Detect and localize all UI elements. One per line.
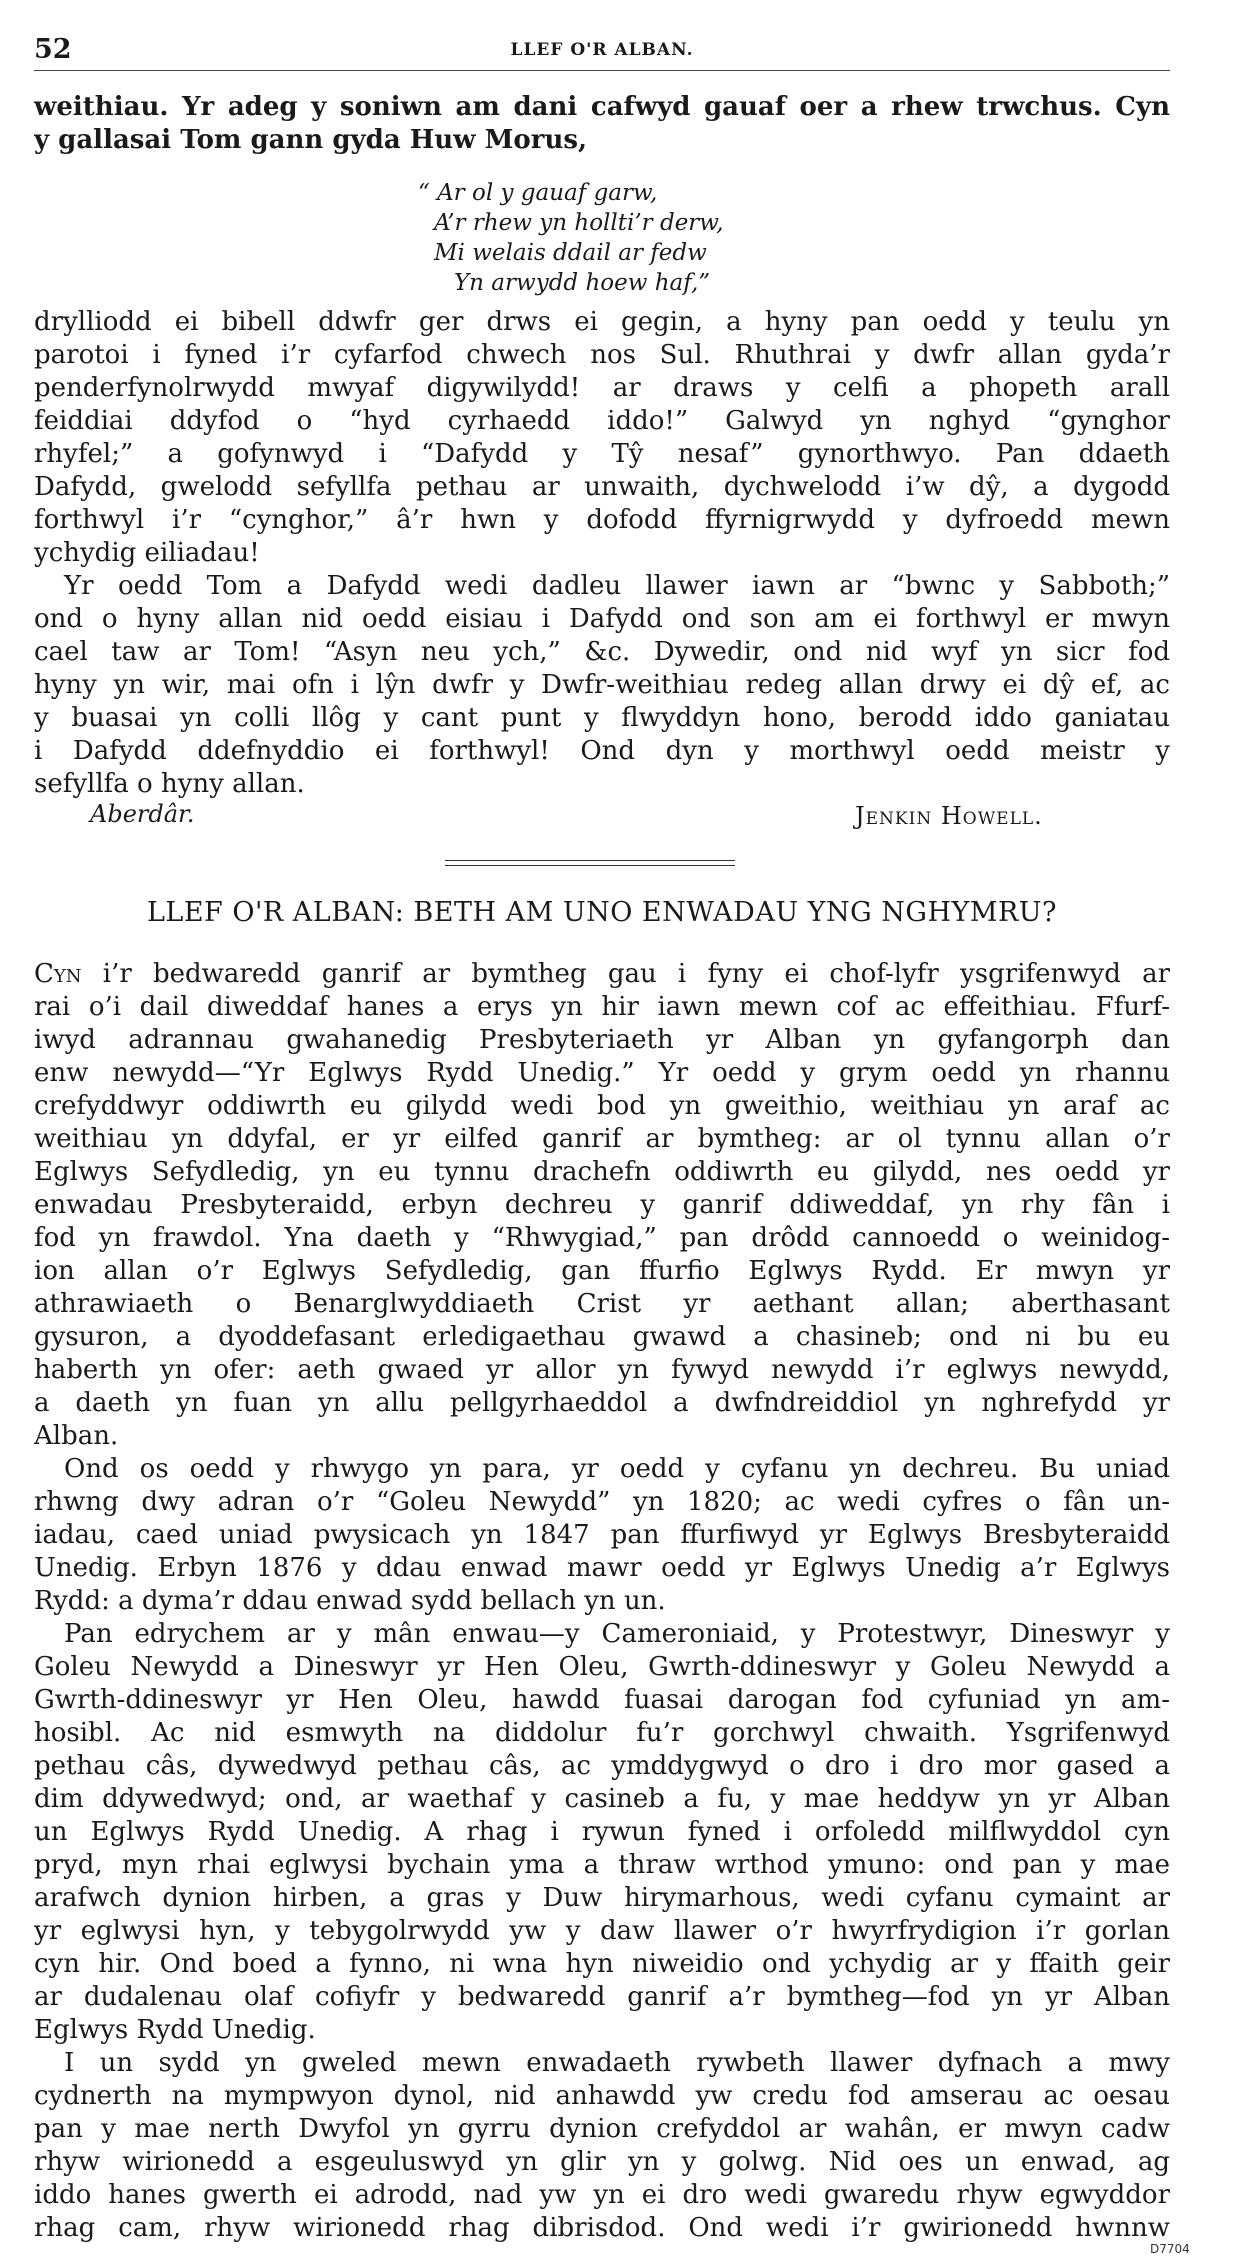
text-line: Rydd: a dyma’r ddau enwad sydd bellach yn un.: [34, 1586, 666, 1616]
text-line: hyny yn wir, mai ofn i lŷn dwfr y Dwfr-weithiau redeg allan drwy ei dŷ ef, ac: [34, 670, 1170, 700]
text-line: forthwyl i’r “cynghor,” â’r hwn y dofodd ffyrnigrwydd y dyfroedd mewn: [34, 505, 1170, 535]
text-line: rhag cam, rhyw wirionedd rhag dibrisdod. Ond wedi i’r gwirionedd hwnnw: [34, 2213, 1170, 2243]
text-line: iwyd adrannau gwahanedig Presbyteriaeth yr Alban yn gyfangorph dan: [34, 1025, 1170, 1055]
text-line: rhyw wirionedd a esgeuluswyd yn glir yn y golwg. Nid oes un enwad, ag: [34, 2147, 1170, 2177]
text-line: weithiau. Yr adeg y soniwn am dani cafwyd gauaf oer a rhew trwchus. Cyn: [34, 92, 1170, 122]
text-line: cyn hir. Ond boed a fynno, ni wna hyn niweidio ond ychydig ar y ffaith geir: [34, 1949, 1170, 1979]
text-line: feiddiai ddyfod o “hyd cyrhaedd iddo!” Galwyd yn nghyd “gynghor: [34, 406, 1170, 436]
text-line: y gallasai Tom gann gyda Huw Morus,: [34, 125, 588, 155]
poem-line: Yn arwydd hoew haf,”: [454, 270, 711, 296]
text-line: parotoi i fyned i’r cyfarfod chwech nos Sul. Rhuthrai y dwfr allan gyda’r: [34, 340, 1170, 370]
section1-top-text: [34, 91, 1170, 157]
section1-body: [34, 306, 1170, 801]
text-line: Eglwys Sefydledig, yn eu tynnu drachefn oddiwrth eu gilydd, nes oedd yr: [34, 1157, 1170, 1187]
text-line: pan y mae nerth Dwyfol yn gyrru dynion crefyddol ar wahân, er mwyn cadw: [34, 2114, 1170, 2144]
text-line: hosibl. Ac nid esmwyth na diddolur fu’r gorchwyl chwaith. Ysgrifenwyd: [34, 1718, 1170, 1748]
signature-author: Jenkin Howell.: [855, 802, 1043, 830]
text-line: Goleu Newydd a Dineswyr yr Hen Oleu, Gwrth-ddineswyr y Goleu Newydd a: [34, 1652, 1170, 1682]
poem-quote: [418, 178, 938, 298]
text-line: un Eglwys Rydd Unedig. A rhag i rywun fyned i orfoledd milflwyddol cyn: [34, 1817, 1170, 1847]
text-line: cael taw ar Tom! “Asyn neu ych,” &c. Dywedir, ond nid wyf yn sicr fod: [34, 637, 1170, 667]
text-line: cydnerth na mympwyon dynol, nid anhawdd yw credu fod amserau ac oesau: [34, 2081, 1170, 2111]
text-line: haberth yn ofer: aeth gwaed yr allor yn fywyd newydd i’r eglwys newydd,: [34, 1355, 1170, 1385]
text-line: Eglwys Rydd Unedig.: [34, 2015, 316, 2045]
text-line: iddo hanes gwerth ei adrodd, nad yw yn ei dro wedi gwaredu rhyw egwyddor: [34, 2180, 1170, 2210]
text-line: arafwch dynion hirben, a gras y Duw hirymarhous, wedi cyfanu cymaint ar: [34, 1883, 1170, 1913]
text-line: Unedig. Erbyn 1876 y ddau enwad mawr oedd yr Eglwys Unedig a’r Eglwys: [34, 1553, 1170, 1583]
text-line: sefyllfa o hyny allan.: [34, 769, 305, 799]
text-line: Yr oedd Tom a Dafydd wedi dadleu llawer iawn ar “bwnc y Sabboth;”: [64, 571, 1170, 601]
text-line: I un sydd yn gweled mewn enwadaeth rywbeth llawer dyfnach a mwy: [64, 2048, 1170, 2078]
text-line: Dafydd, gwelodd sefyllfa pethau ar unwaith, dychwelodd i’w dŷ, a dygodd: [34, 472, 1170, 502]
poem-line: Mi welais ddail ar fedw: [434, 240, 707, 266]
divider-rule: [445, 865, 735, 866]
text-line: crefyddwyr oddiwrth eu gilydd wedi bod yn gweithio, weithiau yn araf ac: [34, 1091, 1170, 1121]
text-line: dim ddywedwyd; ond, ar waethaf y casineb a fu, y mae heddyw yn yr Alban: [34, 1784, 1170, 1814]
text-line: ychydig eiliadau!: [34, 538, 260, 568]
text-line: Gwrth-ddineswyr yr Hen Oleu, hawdd fuasai darogan fod cyfuniad yn am-: [34, 1685, 1170, 1715]
text-line: rhwng dwy adran o’r “Goleu Newydd” yn 1820; ac wedi cyfres o fân un-: [34, 1487, 1170, 1517]
text-line: weithiau yn ddyfal, er yr eilfed ganrif ar bymtheg: ar ol tynnu allan o’r: [34, 1124, 1170, 1154]
text-line: ar dudalenau olaf cofiyfr y bedwaredd ganrif a’r bymtheg—fod yn yr Alban: [34, 1982, 1170, 2012]
text-line: y buasai yn colli llôg y cant punt y flwyddyn hono, berodd iddo ganiatau: [34, 703, 1170, 733]
text-line: i’r bedwaredd ganrif ar bymtheg gau i fyny ei chof-lyfr ysgrifenwyd ar: [81, 959, 1170, 989]
poem-line: “ Ar ol y gauaf garw,: [418, 180, 658, 206]
text-line: Alban.: [34, 1421, 119, 1451]
article-title: LLEF O'R ALBAN: BETH AM UNO ENWADAU YNG NGHYMRU?: [146, 897, 1058, 928]
article-body: [34, 958, 1170, 2245]
text-line: rai o’i dail diweddaf hanes a erys yn hir iawn mewn cof ac effeithiau. Ffurf-: [34, 992, 1170, 1022]
text-line: pethau câs, dywedwyd pethau câs, ac ymddygwyd o dro i dro mor gased a: [34, 1751, 1170, 1781]
text-line: rhyfel;” a gofynwyd i “Dafydd y Tŷ nesaf” gynorthwyo. Pan ddaeth: [34, 439, 1170, 469]
text-line: yr eglwysi hyn, y tebygolrwydd yw y daw llawer o’r hwyrfrydigion i’r gorlan: [34, 1916, 1170, 1946]
text-line: Pan edrychem ar y mân enwau—y Cameroniaid, y Protestwyr, Dineswyr y: [64, 1619, 1170, 1649]
text-line: drylliodd ei bibell ddwfr ger drws ei gegin, a hyny pan oedd y teulu yn: [34, 307, 1170, 337]
signature-place: Aberdâr.: [90, 800, 195, 828]
text-line: penderfynolrwydd mwyaf digywilydd! ar draws y celfi a phopeth arall: [34, 373, 1170, 403]
text-line: fod yn frawdol. Yna daeth y “Rhwygiad,” pan drôdd cannoedd o weinidog-: [34, 1223, 1170, 1253]
text-line: a daeth yn fuan yn allu pellgyrhaeddol a dwfndreiddiol yn nghrefydd yr: [34, 1388, 1170, 1418]
text-line: i Dafydd ddefnyddio ei forthwyl! Ond dyn y morthwyl oedd meistr y: [34, 736, 1170, 766]
running-title: LLEF O'R ALBAN.: [510, 40, 694, 60]
text-line: ion allan o’r Eglwys Sefydledig, gan ffurfio Eglwys Rydd. Er mwyn yr: [34, 1256, 1170, 1286]
text-line: pryd, myn rhai eglwysi bychain yma a thraw wrthod ymuno: ond pan y mae: [34, 1850, 1170, 1880]
text-line: ond o hyny allan nid oedd eisiau i Dafydd ond son am ei forthwyl er mwyn: [34, 604, 1170, 634]
poem-line: A’r rhew yn hollti’r derw,: [434, 210, 724, 236]
page-header: [34, 30, 1170, 71]
page-number: 52: [34, 34, 72, 65]
text-line: iadau, caed uniad pwysicach yn 1847 pan ffurfiwyd yr Eglwys Bresbyteraidd: [34, 1520, 1170, 1550]
text-line: Ond os oedd y rhwygo yn para, yr oedd y cyfanu yn dechreu. Bu uniad: [64, 1454, 1170, 1484]
divider-rule: [445, 860, 735, 861]
document-stamp: D7704: [1150, 2242, 1190, 2256]
text-line: athrawiaeth o Benarglwyddiaeth Crist yr aethant allan; aberthasant: [34, 1289, 1170, 1319]
text-line: enwadau Presbyteraidd, erbyn dechreu y ganrif ddiweddaf, yn rhy fân i: [34, 1190, 1170, 1220]
text-line: enw newydd—“Yr Eglwys Rydd Unedig.” Yr oedd y grym oedd yn rhannu: [34, 1058, 1170, 1088]
text-line: gysuron, a dyoddefasant erledigaethau gwawd a chasineb; ond ni bu eu: [34, 1322, 1170, 1352]
article-first-word: Cyn: [34, 959, 82, 989]
